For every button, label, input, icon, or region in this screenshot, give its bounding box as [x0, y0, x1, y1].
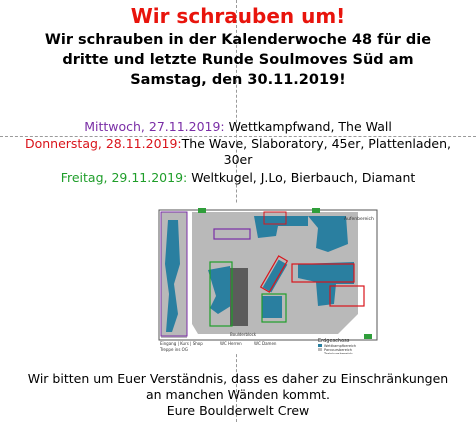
legend-swatch — [318, 348, 322, 351]
floor-plan-map — [158, 204, 378, 354]
exit-sign-icon — [312, 208, 320, 213]
schedule-day-label: Donnerstag, 28.11.2019: — [24, 136, 182, 151]
footer-notice: Wir bitten um Euer Verständnis, dass es daher zu Einschränkungen an manchen Wänden kommt. — [27, 371, 449, 402]
boulder-block — [230, 268, 248, 326]
schedule-day-label: Freitag, 29.11.2019: — [60, 170, 188, 185]
schedule-thursday — [20, 136, 456, 168]
schedule-walls: Wettkampfwand, The Wall — [224, 119, 392, 134]
map-label-entrance: Eingang | Kurs | Shop — [160, 341, 203, 346]
schedule-day-label: Mittwoch, 27.11.2019: — [84, 119, 225, 134]
footer-signature: Eure Boulderwelt Crew — [166, 403, 310, 418]
legend-item: Trainingsbereich — [324, 352, 353, 354]
map-label-block: Boulderblock — [230, 332, 257, 337]
wall-weltkugel — [262, 296, 282, 318]
schedule-walls: The Wave, Slaboratory, 45er, Plattenladen, 30er — [181, 136, 452, 167]
map-label-upstairs: Aufenbereich — [344, 217, 374, 222]
floor-plan-svg — [158, 204, 378, 354]
map-label-wc2: WC Damen — [254, 341, 277, 346]
legend-item: Wettkampfbereich — [324, 344, 357, 348]
legend-item: Parcoursbereich — [324, 348, 353, 352]
legend-title: Erdgeschoss — [318, 338, 350, 344]
announcement-text: Wir schrauben in der Kalenderwoche 48 für die dritte und letzte Runde Soulmoves Süd am Samstag, den 30.11.2019! — [44, 32, 432, 88]
page-title: Wir schrauben um! — [130, 4, 346, 28]
legend-swatch — [318, 344, 322, 347]
map-label-wc: WC Herren — [220, 341, 242, 346]
map-label-stairs: Treppe ins OG — [160, 347, 188, 352]
footer — [20, 371, 456, 419]
schedule-wednesday — [20, 119, 456, 135]
exit-sign-icon — [198, 208, 206, 213]
schedule-walls: Weltkugel, J.Lo, Bierbauch, Diamant — [187, 170, 416, 185]
schedule-friday — [20, 170, 456, 186]
exit-sign-icon — [364, 334, 372, 339]
